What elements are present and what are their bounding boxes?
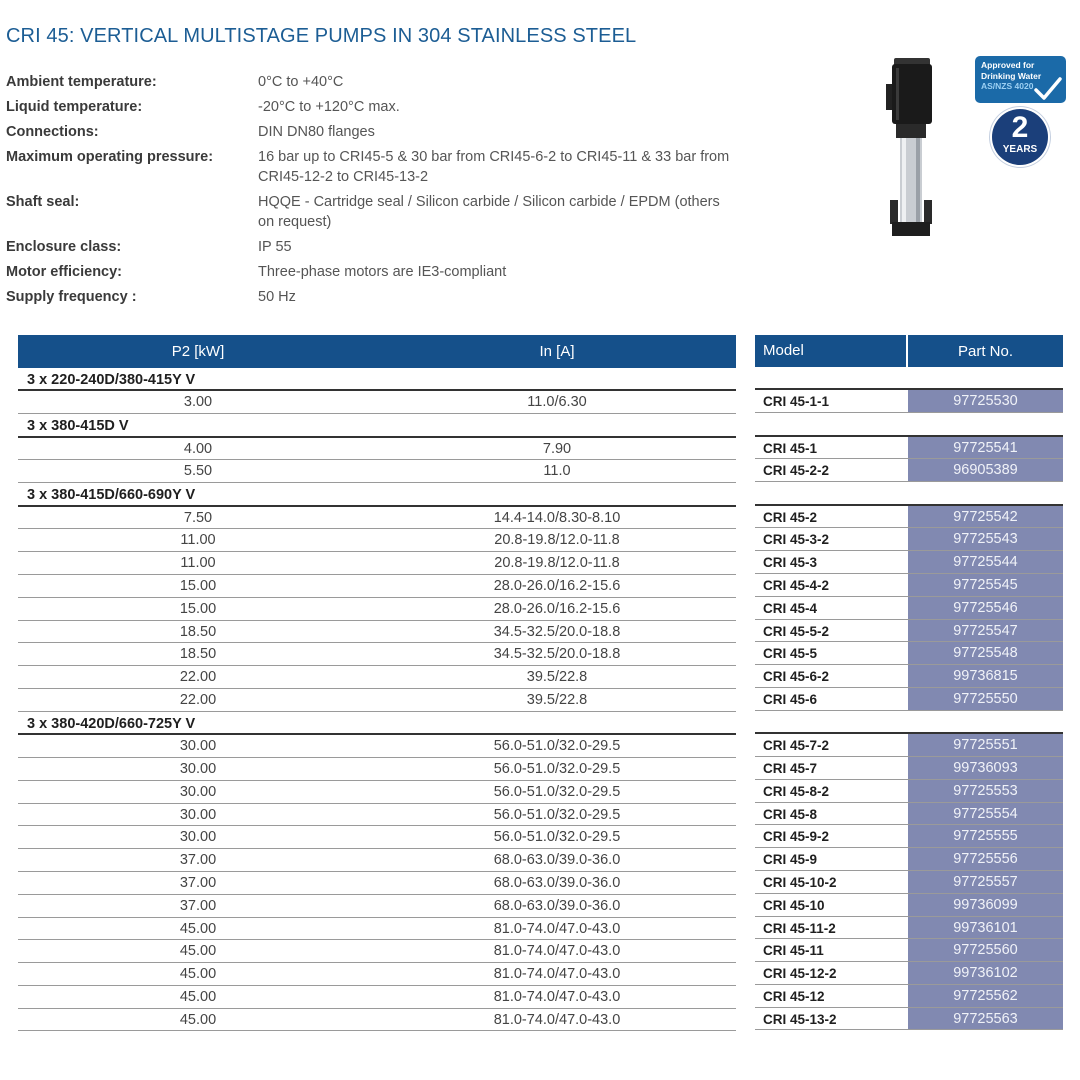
column-header-p2: P2 [kW] (171, 342, 225, 360)
group-spacer (755, 711, 1063, 734)
warranty-badge (992, 109, 1048, 165)
pump-base (892, 222, 930, 236)
spec-label: Liquid temperature: (6, 99, 143, 115)
part-number-cell: 96905389 (908, 459, 1063, 481)
in-cell: 28.0-26.0/16.2-15.6 (493, 577, 621, 594)
model-cell: CRI 45-12-2 (763, 966, 837, 982)
in-cell: 39.5/22.8 (526, 669, 588, 686)
spec-enclosure-class (6, 237, 766, 257)
spec-value: HQQE - Cartridge seal / Silicon carbide / Silicon carbide / EPDM (others on request) (258, 194, 720, 230)
p2-cell: 45.00 (179, 988, 217, 1005)
spec-supply-frequency (6, 287, 766, 307)
table-row (755, 574, 1063, 597)
part-number-cell: 97725546 (908, 597, 1063, 619)
badge-text: Drinking Water (981, 70, 1042, 81)
spec-value: 50 Hz (258, 289, 296, 305)
model-cell: CRI 45-8-2 (763, 783, 830, 799)
in-cell: 28.0-26.0/16.2-15.6 (493, 600, 621, 617)
table-row (18, 849, 736, 872)
table-row (755, 1008, 1063, 1031)
part-number-cell: 97725553 (908, 780, 1063, 802)
table-row (755, 551, 1063, 574)
table-row (755, 780, 1063, 803)
group-spacer (755, 413, 1063, 436)
table-row (755, 437, 1063, 460)
part-number-cell: 97725551 (908, 734, 1063, 756)
part-number-cell: 97725556 (908, 848, 1063, 870)
table-row (755, 757, 1063, 780)
model-cell: CRI 45-13-2 (763, 1011, 837, 1027)
table-row (755, 665, 1063, 688)
part-number-cell: 97725544 (908, 551, 1063, 573)
part-number-cell: 97725563 (908, 1008, 1063, 1030)
in-cell: 34.5-32.5/20.0-18.8 (493, 646, 621, 663)
table-row (755, 848, 1063, 871)
part-number-cell: 97725541 (908, 437, 1063, 459)
p2-cell: 30.00 (179, 760, 217, 777)
model-cell: CRI 45-7-2 (763, 738, 830, 754)
warranty-years-label: YEARS (1002, 144, 1038, 155)
table-row (755, 825, 1063, 848)
table-row (755, 917, 1063, 940)
model-cell: CRI 45-9-2 (763, 829, 830, 845)
p2-cell: 45.00 (179, 943, 217, 960)
part-number-cell: 99736099 (908, 894, 1063, 916)
spec-label: Maximum operating pressure: (6, 149, 214, 165)
table-row (18, 529, 736, 552)
model-cell: CRI 45-11-2 (763, 920, 836, 936)
table-row (18, 963, 736, 986)
model-cell: CRI 45-9 (763, 852, 818, 868)
table-row (755, 939, 1063, 962)
model-cell: CRI 45-4-2 (763, 577, 830, 593)
table-header (18, 335, 736, 368)
table-row (755, 894, 1063, 917)
part-number-cell: 97725555 (908, 825, 1063, 847)
table-row (755, 871, 1063, 894)
table-row (18, 804, 736, 827)
spec-list (6, 72, 766, 312)
spec-max-operating-pressure (6, 147, 766, 187)
table-row (18, 872, 736, 895)
model-cell: CRI 45-10 (763, 897, 825, 913)
p2-cell: 15.00 (179, 600, 217, 617)
p2-cell: 3.00 (183, 394, 213, 411)
table-row (755, 734, 1063, 757)
in-cell: 56.0-51.0/32.0-29.5 (493, 829, 621, 846)
model-cell: CRI 45-6-2 (763, 669, 830, 685)
in-cell: 68.0-63.0/39.0-36.0 (493, 874, 621, 891)
warranty-years-number: 2 (1011, 111, 1029, 144)
group-spacer (755, 482, 1063, 505)
part-number-cell: 99736101 (908, 917, 1063, 939)
model-cell: CRI 45-11 (763, 943, 824, 959)
voltage-group-header: 3 x 380-415D V (18, 414, 736, 437)
spec-value: -20°C to +120°C max. (258, 99, 400, 115)
group-spacer (755, 367, 1063, 390)
in-cell: 68.0-63.0/39.0-36.0 (493, 897, 621, 914)
p2-cell: 22.00 (179, 669, 217, 686)
p2-cell: 30.00 (179, 806, 217, 823)
in-cell: 56.0-51.0/32.0-29.5 (493, 738, 621, 755)
spec-label: Enclosure class: (6, 239, 122, 255)
in-cell: 39.5/22.8 (526, 691, 588, 708)
table-row (755, 459, 1063, 482)
p2-cell: 45.00 (179, 920, 217, 937)
table-row (755, 688, 1063, 711)
model-cell: CRI 45-5 (763, 646, 818, 662)
part-number-cell: 97725550 (908, 688, 1063, 710)
table-row (755, 506, 1063, 529)
table-row (18, 391, 736, 414)
p2-cell: 11.00 (180, 532, 216, 549)
table-row (18, 689, 736, 712)
p2-cell: 18.50 (179, 646, 217, 663)
model-cell: CRI 45-4 (763, 600, 818, 616)
table-row (18, 666, 736, 689)
model-cell: CRI 45-6 (763, 691, 818, 707)
table-row (18, 940, 736, 963)
spec-value: DIN DN80 flanges (258, 124, 375, 140)
spec-label: Supply frequency : (6, 289, 137, 305)
p2-cell: 30.00 (179, 783, 217, 800)
p2-cell: 5.50 (183, 463, 213, 480)
table-row (755, 597, 1063, 620)
table-row (18, 781, 736, 804)
coupling (896, 124, 926, 138)
in-cell: 11.0 (543, 463, 571, 480)
in-cell: 81.0-74.0/47.0-43.0 (493, 966, 621, 983)
in-cell: 20.8-19.8/12.0-11.8 (494, 532, 620, 549)
spec-liquid-temperature (6, 97, 766, 117)
in-cell: 81.0-74.0/47.0-43.0 (493, 1011, 621, 1028)
electrical-table (18, 335, 736, 1031)
table-row (18, 735, 736, 758)
table-row (18, 758, 736, 781)
part-number-cell: 97725562 (908, 985, 1063, 1007)
table-row (18, 1009, 736, 1032)
in-cell: 81.0-74.0/47.0-43.0 (493, 920, 621, 937)
in-cell: 81.0-74.0/47.0-43.0 (493, 988, 621, 1005)
in-cell: 56.0-51.0/32.0-29.5 (493, 760, 621, 777)
outlet-flange (924, 200, 932, 224)
spec-label: Ambient temperature: (6, 74, 157, 90)
column-header-in: In [A] (539, 342, 575, 360)
part-number-cell: 97725548 (908, 642, 1063, 664)
in-cell: 56.0-51.0/32.0-29.5 (493, 806, 621, 823)
spec-ambient-temperature (6, 72, 766, 92)
table-row (18, 507, 736, 530)
spec-label: Motor efficiency: (6, 264, 123, 280)
model-cell: CRI 45-2-2 (763, 463, 830, 479)
spec-label: Connections: (6, 124, 99, 140)
table-row (755, 620, 1063, 643)
table-row (18, 438, 736, 461)
in-cell: 56.0-51.0/32.0-29.5 (493, 783, 621, 800)
table-row (755, 962, 1063, 985)
voltage-group-header: 3 x 220-240D/380-415Y V (18, 368, 736, 391)
model-cell: CRI 45-10-2 (763, 874, 837, 890)
part-number-cell: 97725530 (908, 390, 1063, 412)
model-cell: CRI 45-3-2 (763, 532, 830, 548)
badge-text: Approved for (981, 60, 1035, 70)
part-number-cell: 97725560 (908, 939, 1063, 961)
p2-cell: 7.50 (183, 509, 213, 526)
part-number-cell: 97725543 (908, 528, 1063, 550)
part-number-cell: 99736093 (908, 757, 1063, 779)
p2-cell: 15.00 (179, 577, 217, 594)
p2-cell: 18.50 (179, 623, 217, 640)
part-number-cell: 97725545 (908, 574, 1063, 596)
table-row (755, 985, 1063, 1008)
p2-cell: 37.00 (179, 897, 217, 914)
part-number-cell: 97725547 (908, 620, 1063, 642)
spec-label: Shaft seal: (6, 194, 80, 210)
in-cell: 11.0/6.30 (527, 394, 587, 411)
table-row (18, 460, 736, 483)
table-row (18, 643, 736, 666)
table-row (18, 918, 736, 941)
spec-shaft-seal (6, 192, 766, 232)
spec-connections (6, 122, 766, 142)
drinking-water-badge (975, 56, 1066, 103)
table-row (755, 803, 1063, 826)
column-header-part: Part No. (957, 342, 1014, 360)
page-title: CRI 45: VERTICAL MULTISTAGE PUMPS IN 304 STAINLESS STEEL (6, 25, 637, 47)
part-number-cell: 97725542 (908, 506, 1063, 528)
part-number-cell: 97725554 (908, 803, 1063, 825)
in-cell: 81.0-74.0/47.0-43.0 (493, 943, 621, 960)
column-header-model: Model (755, 335, 908, 367)
table-row (18, 986, 736, 1009)
table-row (755, 390, 1063, 413)
pump-image (880, 54, 942, 240)
p2-cell: 30.00 (179, 738, 217, 755)
model-cell: CRI 45-1-1 (763, 394, 830, 410)
part-number-cell: 99736102 (908, 962, 1063, 984)
p2-cell: 37.00 (179, 852, 217, 869)
in-cell: 14.4-14.0/8.30-8.10 (493, 509, 621, 526)
spec-motor-efficiency (6, 262, 766, 282)
in-cell: 34.5-32.5/20.0-18.8 (493, 623, 621, 640)
spec-value: 16 bar up to CRI45-5 & 30 bar from CRI45-6-2 to CRI45-11 & 33 bar from CRI45-12-2 to CRI45-13-2 (258, 149, 730, 185)
in-cell: 7.90 (542, 440, 572, 457)
table-row (18, 621, 736, 644)
p2-cell: 37.00 (179, 874, 217, 891)
p2-cell: 22.00 (179, 691, 217, 708)
spec-value: IP 55 (258, 239, 292, 255)
model-cell: CRI 45-3 (763, 555, 818, 571)
table-row (18, 552, 736, 575)
p2-cell: 11.00 (180, 555, 216, 572)
model-cell: CRI 45-8 (763, 806, 818, 822)
table-row (755, 642, 1063, 665)
voltage-group-header: 3 x 380-420D/660-725Y V (18, 712, 736, 735)
p2-cell: 45.00 (179, 966, 217, 983)
model-cell: CRI 45-7 (763, 760, 818, 776)
badge-standard: AS/NZS 4020 (981, 81, 1034, 91)
table-row (18, 895, 736, 918)
table-row (18, 826, 736, 849)
model-table (755, 335, 1063, 1030)
p2-cell: 30.00 (179, 829, 217, 846)
spec-value: 0°C to +40°C (258, 74, 344, 90)
voltage-group-header: 3 x 380-415D/660-690Y V (18, 483, 736, 506)
table-row (755, 528, 1063, 551)
table-row (18, 575, 736, 598)
table-header (755, 335, 1063, 367)
model-cell: CRI 45-1 (763, 440, 818, 456)
model-cell: CRI 45-5-2 (763, 623, 830, 639)
table-row (18, 598, 736, 621)
model-cell: CRI 45-12 (763, 988, 825, 1004)
in-cell: 20.8-19.8/12.0-11.8 (494, 555, 620, 572)
model-cell: CRI 45-2 (763, 509, 818, 525)
p2-cell: 45.00 (179, 1011, 217, 1028)
p2-cell: 4.00 (183, 440, 213, 457)
part-number-cell: 97725557 (908, 871, 1063, 893)
spec-value: Three-phase motors are IE3-compliant (258, 264, 507, 280)
inlet-flange (890, 200, 898, 224)
in-cell: 68.0-63.0/39.0-36.0 (493, 852, 621, 869)
part-number-cell: 99736815 (908, 665, 1063, 687)
check-icon (1033, 76, 1063, 102)
